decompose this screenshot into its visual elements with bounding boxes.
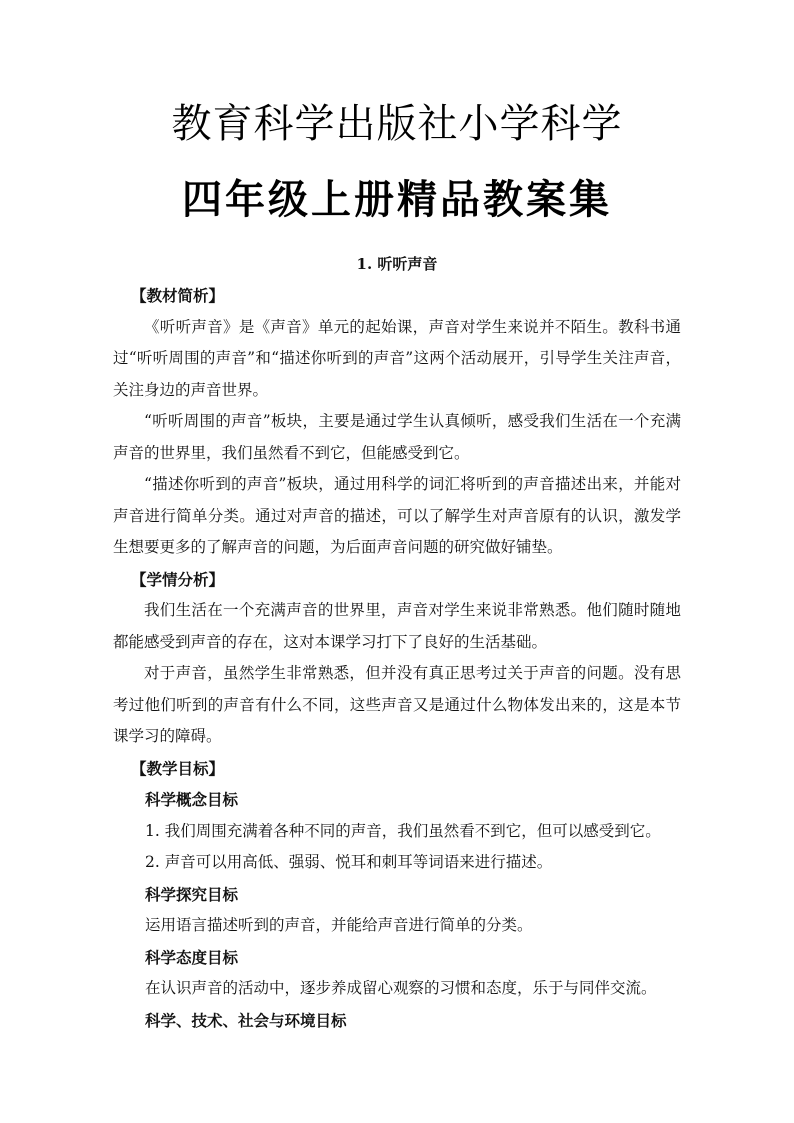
document-title-line2: 四年级上册精品教案集 xyxy=(182,177,612,223)
subheading-stse-goal: 科学、技术、社会与环境目标 xyxy=(145,1010,347,1030)
goal-item: 2. 声音可以用高低、强弱、悦耳和刺耳等词语来进行描述。 xyxy=(145,853,553,871)
subheading-inquiry-goal: 科学探究目标 xyxy=(145,884,239,904)
paragraph: 《听听声音》是《声音》单元的起始课，声音对学生来说并不陌生。教科书通过“听听周围的声音”和“描述你听到的声音”这两个活动展开，引导学生关注声音，关注身边的声音世界。 xyxy=(113,317,681,399)
goal-text: 运用语言描述听到的声音，并能给声音进行简单的分类。 xyxy=(145,916,533,934)
paragraph: “听听周围的声音”板块，主要是通过学生认真倾听，感受我们生活在一个充满声音的世界里，我们虽然看不到它，但能感受到它。 xyxy=(113,412,681,462)
section-heading-teaching-goals: 【教学目标】 xyxy=(131,758,225,778)
lesson-title: 1. 听听声音 xyxy=(356,255,438,273)
document-title-line1: 教育科学出版社小学科学 xyxy=(171,101,623,147)
paragraph: 对于声音，虽然学生非常熟悉，但并没有真正思考过关于声音的问题。没有思考过他们听到的声音有什么不同，这些声音又是通过什么物体发出来的，这是本节课学习的障碍。 xyxy=(113,664,681,745)
section-heading-textbook-analysis: 【教材简析】 xyxy=(131,286,225,305)
subheading-attitude-goal: 科学态度目标 xyxy=(145,947,239,967)
section-heading-student-analysis: 【学情分析】 xyxy=(131,569,225,589)
paragraph: “描述你听到的声音”板块，通过用科学的词汇将听到的声音描述出来，并能对声音进行简单分类。通过对声音的描述，可以了解学生对声音原有的认识，激发学生想要更多的了解声音的问题，为后面声音问题的研究做好铺垫。 xyxy=(113,475,681,556)
subheading-concept-goal: 科学概念目标 xyxy=(145,790,239,809)
goal-item: 1. 我们周围充满着各种不同的声音，我们虽然看不到它，但可以感受到它。 xyxy=(145,821,661,840)
document-body xyxy=(113,280,681,1036)
goal-text: 在认识声音的活动中，逐步养成留心观察的习惯和态度，乐于与同伴交流。 xyxy=(145,979,657,997)
paragraph: 我们生活在一个充满声音的世界里，声音对学生来说非常熟悉。他们随时随地都能感受到声音的存在，这对本课学习打下了良好的生活基础。 xyxy=(113,601,681,651)
